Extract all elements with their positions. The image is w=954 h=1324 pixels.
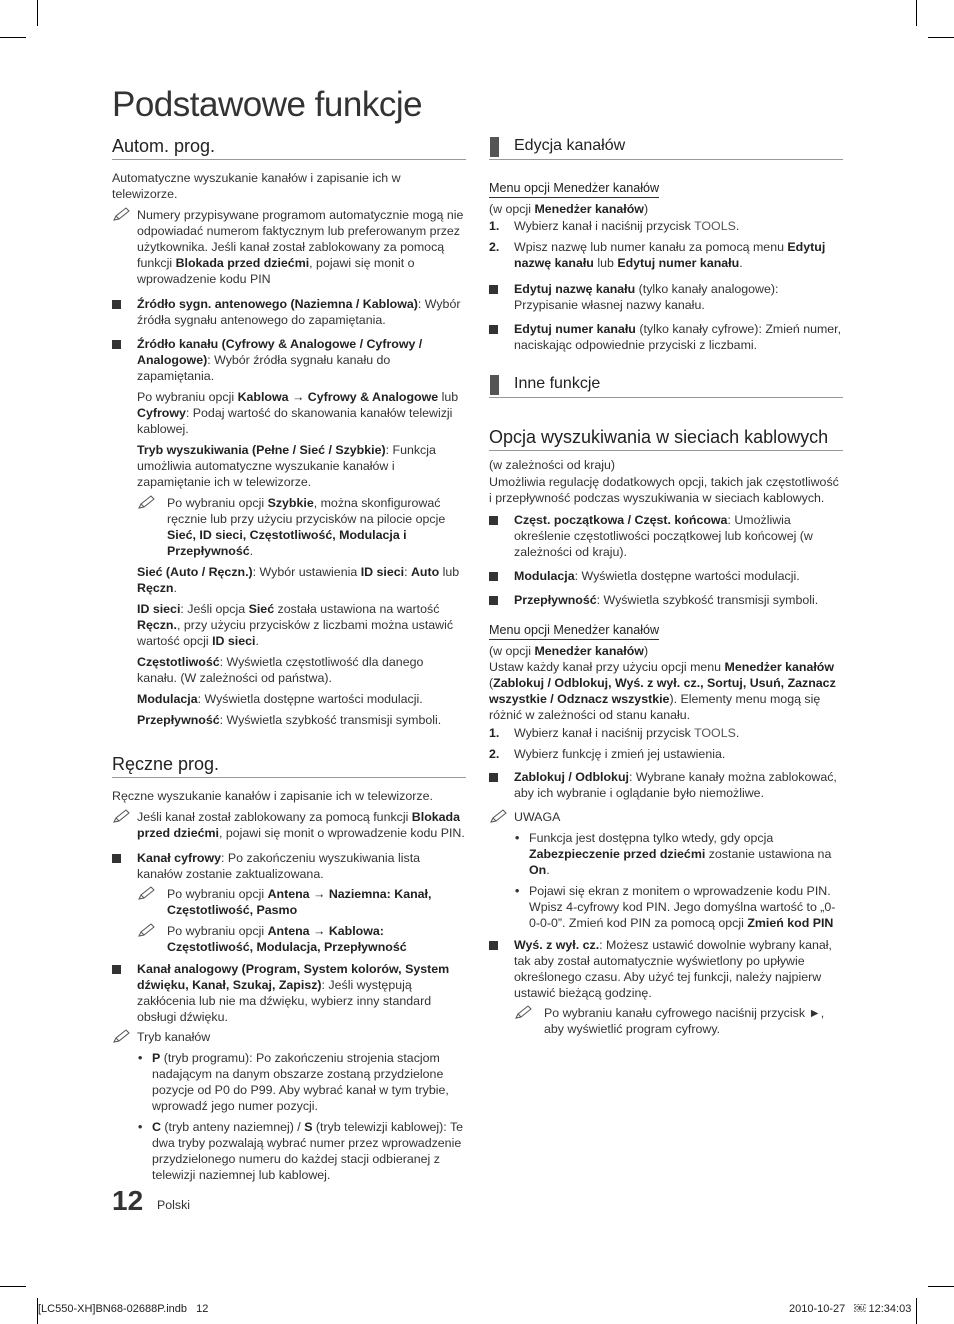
- opcja-w-opcji: (w opcji Menedżer kanałów): [489, 644, 649, 658]
- reczne-note-channel-mode: Tryb kanałów: [112, 1029, 466, 1045]
- opcja-item-symbol-rate: Przepływność: Wyświetla szybkość transmisji symboli.: [489, 592, 843, 608]
- opcja-intro: Umożliwia regulację dodatkowych opcji, takich jak częstotliwość i przepływność podczas wyszukiwania w sieciach kablowych.: [489, 475, 839, 505]
- pencil-note-icon: [514, 1004, 534, 1020]
- reczne-item-analog: Kanał analogowy (Program, System kolorów, System dźwięku, Kanał, Szukaj, Zapisz): Jeśli występują zakłócenia lub nie ma dźwięku, wybierz inny standard obsługi dźwięku.: [112, 961, 466, 1025]
- autom-modulation: Modulacja: Wyświetla dostępne wartości modulacji.: [137, 692, 423, 706]
- autom-item-source-antenna: Źródło sygn. antenowego (Naziemna / Kablowa): Wybór źródła sygnału antenowego do zapamiętania.: [112, 296, 466, 328]
- edycja-item-number: Edytuj numer kanału (tylko kanały cyfrowe): Zmień numer, naciskając odpowiednie przyciski z liczbami.: [489, 321, 843, 353]
- print-slug-date: 2010-10-27 ￼ 12:34:03: [789, 1303, 912, 1315]
- edycja-w-opcji: (w opcji Menedżer kanałów): [489, 202, 649, 216]
- square-bullet-icon: [112, 965, 121, 974]
- pencil-note-icon: [137, 885, 157, 901]
- square-bullet-icon: [489, 285, 498, 294]
- autom-network-id: ID sieci: Jeśli opcja Sieć została ustawiona na wartość Ręczn., przy użyciu przycisków z liczbami można ustawić wartość opcji ID sieci.: [137, 602, 454, 648]
- section-title-reczne: Ręczne prog.: [112, 753, 466, 778]
- edycja-step-1: 1. Wybierz kanał i naciśnij przycisk TOOLS.: [489, 219, 740, 233]
- section-bar-icon: [490, 137, 499, 157]
- opcja-manager-desc: Ustaw każdy kanał przy użyciu opcji menu Menedżer kanałów (Zablokuj / Odblokuj, Wyś. z wył. cz., Sortuj, Usuń, Zaznacz wszystkie / Odznacz wszystkie). Elementy menu mogą się różnić w zależności od stanu kanału.: [489, 660, 836, 722]
- opcja-item-modulation: Modulacja: Wyświetla dostępne wartości modulacji.: [489, 568, 843, 584]
- autom-search-mode: Tryb wyszukiwania (Pełne / Sieć / Szybkie): Funkcja umożliwia automatyczne wyszukanie kanałów i zapamiętanie ich w telewizorze.: [137, 443, 436, 489]
- crop-mark: [916, 1298, 917, 1324]
- opcja-dot-pin: • Pojawi się ekran z monitem o wprowadzenie kodu PIN. Wpisz 4-cyfrowy kod PIN. Jego domyślna wartość to „0-0-0-0”. Zmień kod PIN za pomocą opcji Zmień kod PIN: [515, 884, 836, 930]
- autom-network: Sieć (Auto / Ręczn.): Wybór ustawienia ID sieci: Auto lub Ręczn.: [137, 565, 460, 595]
- autom-quick-note: Po wybraniu opcji Szybkie, można skonfigurować ręcznie lub przy użyciu przycisków na pilocie opcje Sieć, ID sieci, Częstotliwość, Modulacja i Przepływność.: [137, 495, 466, 559]
- reczne-note-cable: Po wybraniu opcji Antena → Kablowa: Częstotliwość, Modulacja, Przepływność: [137, 923, 466, 955]
- page-language: Polski: [157, 1198, 191, 1212]
- reczne-note-terrestrial: Po wybraniu opcji Antena → Naziemna: Kanał, Częstotliwość, Pasmo: [137, 886, 466, 918]
- opcja-note-digital: Po wybraniu kanału cyfrowego naciśnij przycisk ►, aby wyświetlić program cyfrowy.: [514, 1005, 843, 1037]
- autom-intro: Automatyczne wyszukanie kanałów i zapisanie ich w telewizorze.: [112, 171, 401, 201]
- square-bullet-icon: [489, 941, 498, 950]
- pencil-note-icon: [112, 1028, 132, 1044]
- crop-mark: [37, 0, 38, 26]
- reczne-item-digital: Kanał cyfrowy: Po zakończeniu wyszukiwania lista kanałów zostanie zaktualizowana.: [112, 850, 466, 882]
- square-bullet-icon: [489, 596, 498, 605]
- crop-mark: [0, 37, 26, 38]
- square-bullet-icon: [489, 516, 498, 525]
- pencil-note-icon: [489, 808, 509, 824]
- autom-frequency: Częstotliwość: Wyświetla częstotliwość dla danego kanału. (W zależności od państwa).: [137, 655, 424, 685]
- left-column: [112, 135, 466, 1188]
- subsection-title-inne: Inne funkcje: [489, 373, 843, 398]
- crop-mark: [916, 0, 917, 26]
- opcja-step-2: 2. Wybierz funkcję i zmień jej ustawienia.: [489, 747, 726, 761]
- opcja-item-freq: Częst. początkowa / Częst. końcowa: Umożliwia określenie częstotliwości początkowej lub końcowej (w zależności od kraju).: [489, 512, 843, 560]
- subsection-title-edycja: Edycja kanałów: [489, 135, 843, 160]
- opcja-note-uwaga: UWAGA: [489, 809, 843, 825]
- square-bullet-icon: [489, 773, 498, 782]
- square-bullet-icon: [112, 300, 121, 309]
- edycja-item-name: Edytuj nazwę kanału (tylko kanały analogowe): Przypisanie własnej nazwy kanału.: [489, 281, 843, 313]
- square-bullet-icon: [112, 854, 121, 863]
- crop-mark: [0, 1286, 26, 1287]
- square-bullet-icon: [489, 325, 498, 334]
- edycja-menu-path: Menu opcji Menedżer kanałów: [489, 180, 843, 201]
- square-bullet-icon: [112, 340, 121, 349]
- crop-mark: [928, 37, 954, 38]
- section-title-autom: Autom. prog.: [112, 135, 466, 160]
- edycja-step-2: 2. Wpisz nazwę lub numer kanału za pomocą menu Edytuj nazwę kanału lub Edytuj numer kanału.: [489, 240, 826, 270]
- print-slug-file: [LC550-XH]BN68-02688P.indb 12: [38, 1303, 209, 1315]
- opcja-menu-path: Menu opcji Menedżer kanałów: [489, 622, 843, 643]
- pencil-note-icon: [137, 922, 157, 938]
- opcja-item-lock: Zablokuj / Odblokuj: Wybrane kanały można zablokować, aby ich wybranie i oglądanie było niemożliwe.: [489, 769, 843, 801]
- crop-mark: [928, 1286, 954, 1287]
- page-number: 12: [112, 1185, 144, 1216]
- pencil-note-icon: [112, 206, 132, 222]
- reczne-dot-cs: • C (tryb anteny naziemnej) / S (tryb telewizji kablowej): Te dwa tryby pozwalają wybrać numer przez wprowadzenie przydzielonego numeru do każdej stacji odbieranej z telewizji naziemnej lub kablowej.: [138, 1120, 464, 1182]
- page-title: Podstawowe funkcje: [112, 85, 423, 124]
- opcja-item-timer: Wyś. z wył. cz.: Możesz ustawić dowolnie wybrany kanał, tak aby został automatycznie wyświetlony po upływie określonego czasu. Aby użyć tej funkcji, należy najpierw ustawić bieżącą godzinę.: [489, 937, 843, 1001]
- autom-cable-info: Po wybraniu opcji Kablowa → Cyfrowy & Analogowe lub Cyfrowy: Podaj wartość do skanowania kanałów telewizji kablowej.: [137, 390, 459, 436]
- autom-note: Numery przypisywane programom automatycznie mogą nie odpowiadać numerom faktycznym lub preferowanym przez użytkownika. Jeśli kanał został zablokowany za pomocą funkcji Blokada przed dziećmi, pojawi się monit o wprowadzenie kodu PIN: [112, 207, 466, 287]
- square-bullet-icon: [489, 572, 498, 581]
- section-title-opcja: Opcja wyszukiwania w sieciach kablowych: [489, 426, 843, 451]
- pencil-note-icon: [112, 808, 132, 824]
- reczne-intro: Ręczne wyszukanie kanałów i zapisanie ich w telewizorze.: [112, 789, 433, 803]
- section-bar-icon: [490, 375, 499, 395]
- opcja-step-1: 1. Wybierz kanał i naciśnij przycisk TOOLS.: [489, 726, 740, 740]
- right-column: [489, 135, 843, 1042]
- reczne-note: Jeśli kanał został zablokowany za pomocą funkcji Blokada przed dziećmi, pojawi się monit o wprowadzenie kodu PIN.: [112, 809, 466, 841]
- opcja-dot-availability: • Funkcja jest dostępna tylko wtedy, gdy opcja Zabezpieczenie przed dziećmi zostanie ustawiona na On.: [515, 831, 832, 877]
- pencil-note-icon: [137, 494, 157, 510]
- reczne-dot-p: • P (tryb programu): Po zakończeniu strojenia stacjom nadającym na danym obszarze zostaną przydzielone pozycje od P0 do P99. Aby wybrać kanał w tym trybie, wprowadź jego numer pozycji.: [138, 1051, 449, 1113]
- autom-symbol-rate: Przepływność: Wyświetla szybkość transmisji symboli.: [137, 713, 442, 727]
- autom-item-source-channel: Źródło kanału (Cyfrowy & Analogowe / Cyfrowy / Analogowe): Wybór źródła sygnału kanału do zapamiętania.: [112, 336, 466, 384]
- opcja-country: (w zależności od kraju): [489, 458, 616, 472]
